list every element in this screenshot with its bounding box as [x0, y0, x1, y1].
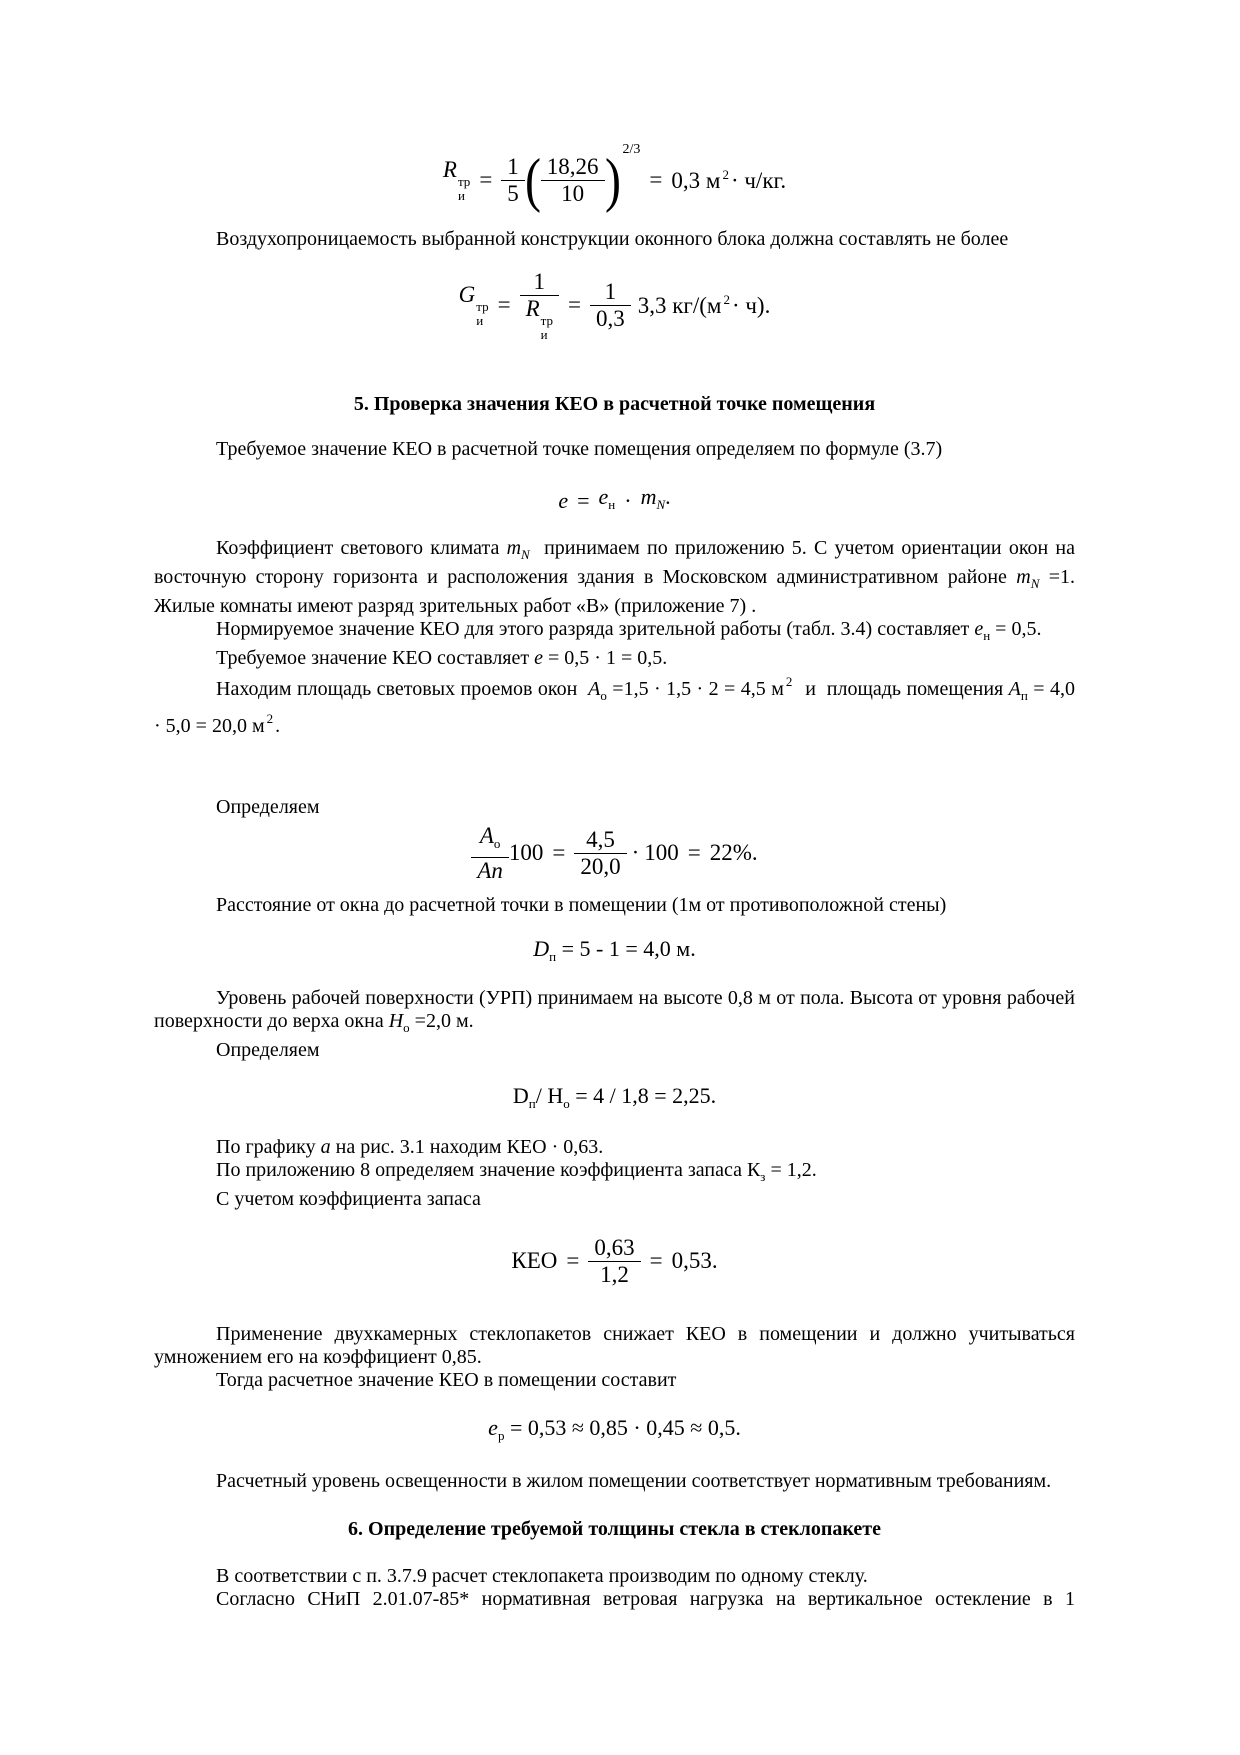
supsub-tr-i	[458, 175, 470, 202]
equals-sign: =	[687, 840, 701, 865]
sup-tr: тр	[540, 312, 553, 328]
equals-sign: =	[479, 167, 493, 192]
paragraph-wind-load: Согласно СНиП 2.01.07-85* нормативная ветровая нагрузка на вертикальное остекление в 1	[216, 1588, 1075, 1610]
exponent-two-thirds: 2/3	[622, 142, 641, 157]
equals-sign: =	[649, 1248, 663, 1273]
formula-e-norm: e = $e_н$ · $m_N$.	[558, 483, 671, 513]
paragraph-conclusion: Расчетный уровень освещенности в жилом помещении соответствует нормативным требованиям.	[216, 1470, 1052, 1492]
sup-tr: тр	[457, 174, 471, 190]
var-e: e	[534, 647, 544, 669]
paragraph-air-permeability: Воздухопроницаемость выбранной конструкции оконного блока должна составлять не более	[216, 228, 1009, 250]
var-H: Н	[388, 1010, 404, 1032]
sub-n: н	[983, 628, 991, 643]
sub-N: N	[656, 496, 666, 512]
paragraph-with-margin-factor: С учетом коэффициента запаса	[216, 1188, 481, 1210]
paragraph-distance: Расстояние от окна до расчетной точки в помещении (1м от противоположной стены)	[216, 894, 947, 916]
var-A-p: А	[1008, 678, 1021, 700]
sub-z: з	[760, 1169, 766, 1184]
fraction-18-26-over-10: $\frac{18,26}{10}$	[541, 154, 605, 207]
sub-n: н	[608, 496, 616, 512]
sub-o: о	[493, 835, 501, 851]
formula-d-over-h: $D_п/$ $Н_о = 4 / 1,8 = 2,25$.	[512, 1082, 717, 1111]
var-a: а	[320, 1136, 331, 1158]
var-D: D	[533, 935, 550, 961]
var-e: e	[488, 1414, 498, 1440]
mult-100: 100	[508, 840, 544, 865]
sub-r: р	[497, 1427, 505, 1443]
keo-result: 0,53.	[671, 1248, 718, 1273]
sub-p: п	[1020, 688, 1028, 703]
paragraph-light-climate: Коэффициент светового климата $m_N$ принимаем по приложению 5. С учетом ориентации окон на восточную сторону горизонта и расположения здания в Московском административном районе $m_N =1$. Жилые комнаты имеют разряд зрительных работ «В» (приложение 7) .	[154, 537, 1075, 617]
keo-label: КЕО	[511, 1248, 558, 1273]
paragraph-graph: По графику а на рис. 3.1 находим КЕО · 0,63.	[216, 1136, 604, 1158]
var-m: m	[1016, 566, 1031, 588]
sub-i: и	[476, 313, 484, 328]
formula-r-required: R тр и = $\frac{1}{5}$ ( $\frac{18,26}{10}$ ) 2/3 = 0,3 м $^2$· ч/кг.	[442, 142, 787, 213]
fraction-ao-ap	[471, 823, 509, 884]
var-m: m	[506, 537, 522, 559]
paragraph-window-area: Находим площадь световых проемов окон $А_о =1,5 \cdot 1,5 \cdot 2 = 4,5$ м $^2$ и площадь помещения $А_п = 4,0 \cdot 5,0 = 20,0$ м $^2$ .	[154, 674, 1075, 737]
sub-o: о	[563, 1095, 570, 1111]
sub-i: и	[457, 188, 465, 203]
supsub-tr-i	[476, 300, 488, 327]
formula-g-required	[154, 263, 1075, 347]
var-e-n: e	[598, 483, 609, 509]
squared-sup: 2	[785, 674, 793, 689]
formula-r-lhs	[443, 157, 470, 202]
paragraph-required-value: Требуемое значение КЕО составляет e = 0,5 · 1 = 0,5.	[216, 647, 668, 669]
equals-sign: =	[568, 292, 581, 317]
equals-sign: =	[552, 840, 566, 865]
supsub-tr-i	[541, 314, 553, 341]
fraction-one-over-03: $\frac{1}{0,3}$	[590, 279, 631, 332]
equals-sign: =	[497, 292, 511, 317]
den-r-tr-i	[520, 295, 559, 341]
var-D-upright: D	[512, 1082, 529, 1108]
paragraph-define-2: Определяем	[216, 1039, 320, 1061]
equals-sign: =	[649, 167, 663, 192]
sup-tr: тр	[476, 299, 489, 315]
equals-sign: =	[577, 487, 590, 513]
var-G: G	[458, 282, 476, 308]
formula-e-calculated: $e_р = 0,53 \approx 0,85 \cdot 0,45 \approx 0,5$.	[488, 1414, 741, 1443]
formula-keo	[154, 1227, 1075, 1295]
formula-g-lhs	[459, 282, 489, 327]
var-e: e	[558, 487, 569, 513]
paragraph-work-surface: Уровень рабочей поверхности (УРП) принимаем на высоте 0,8 м от пола. Высота от уровня рабочей поверхности до верха окна $Н_о =2,0$ м.	[154, 987, 1075, 1035]
paragraph-required-keo: Требуемое значение КЕО в расчетной точке помещения определяем по формуле (3.7)	[216, 438, 943, 460]
var-e: e	[974, 618, 984, 640]
equals-sign: =	[566, 1248, 580, 1273]
var-A-o: А	[588, 678, 601, 700]
squared-sup: 2	[266, 711, 274, 726]
sub-o: о	[403, 1020, 410, 1035]
paragraph-define-1: Определяем	[216, 796, 320, 818]
sub-p: п	[528, 1095, 536, 1111]
formula-area-ratio	[154, 819, 1075, 887]
paragraph-then-value: Тогда расчетное значение КЕО в помещении составит	[216, 1369, 677, 1391]
heading-section-5: 5. Проверка значения КЕО в расчетной точке помещения	[353, 393, 876, 415]
fraction-45-over-200: $\frac{4,5}{20,0}$	[574, 827, 626, 880]
sub-p: п	[549, 948, 557, 964]
formula-g-result: 3,3 кг/(м $^2$· ч).	[637, 291, 771, 318]
sub-N: N	[521, 547, 530, 562]
dot-operator: ·	[631, 840, 640, 865]
sub-o: о	[600, 688, 607, 703]
var-m: m	[640, 483, 657, 509]
fraction-one-over-r: 1 R тр и	[520, 269, 559, 341]
den-ap: Ап	[471, 857, 509, 884]
squared-sup: 2	[723, 291, 730, 307]
sub-i: и	[540, 326, 548, 342]
fraction-063-over-12: $\frac{0,63}{1,2}$	[588, 1235, 640, 1288]
paragraph-glass-single: В соответствии с п. 3.7.9 расчет стеклопакета производим по одному стеклу.	[216, 1565, 868, 1587]
dot-operator: ·	[624, 487, 632, 513]
paragraph-double-glazing: Применение двухкамерных стеклопакетов снижает КЕО в помещении и должно учитываться умножением его на коэффициент 0,85.	[154, 1323, 1075, 1368]
document-page	[154, 0, 1075, 1611]
paragraph-appendix-8: По приложению 8 определяем значение коэффициента запаса $К_з = 1,2$.	[216, 1159, 817, 1184]
formula-r-result: 0,3 м $^2$· ч/кг.	[671, 166, 787, 193]
var-A: А	[479, 822, 494, 848]
fraction-one-fifth: $\frac{1}{5}$	[501, 154, 525, 207]
var-H-upright: Н	[547, 1082, 564, 1108]
ratio-result: 22%.	[709, 840, 758, 865]
sub-N: N	[1030, 576, 1040, 591]
paragraph-normalized-keo: Нормируемое значение КЕО для этого разряда зрительной работы (табл. 3.4) составляет $e_н = 0,5$.	[216, 618, 1042, 643]
heading-section-6: 6. Определение требуемой толщины стекла в стеклопакете	[348, 1518, 881, 1540]
var-R: R	[525, 295, 540, 321]
mult-100: 100	[644, 840, 679, 865]
formula-d-distance: $D_п = 5 - 1 = 4,0$ м.	[533, 935, 696, 964]
var-R: R	[442, 157, 457, 183]
squared-sup: 2	[722, 166, 729, 182]
